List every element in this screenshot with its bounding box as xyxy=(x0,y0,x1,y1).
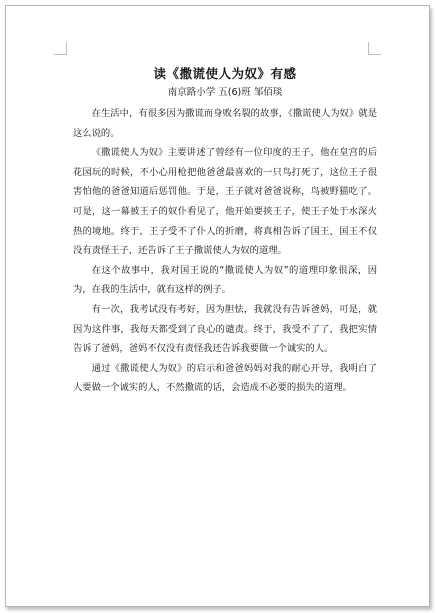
crop-mark-top-right xyxy=(368,42,381,55)
paragraph-5: 通过《撒谎使人为奴》的启示和爸爸妈妈对我的耐心开导，我明白了人要做一个诚实的人，不然撒谎的话，会造成不必要的损失的道理。 xyxy=(73,362,377,394)
paragraph-3: 在这个故事中，我对国王说的“撒谎使人为奴”的道理印象很深，因为，在我的生活中，就有这样的例子。 xyxy=(73,264,377,296)
document-title: 读《撒谎使人为奴》有感 xyxy=(153,66,297,81)
crop-mark-top-left xyxy=(54,42,67,55)
document-body xyxy=(73,64,377,398)
paragraph-1: 在生活中，有很多因为撒谎而身败名裂的故事，《撒谎使人为奴》就是这么说的。 xyxy=(73,108,377,139)
document-page xyxy=(5,5,430,607)
author-byline: 南京路小学 五(6)班 邹佰琰 xyxy=(167,87,283,98)
paragraph-2: 《撒谎使人为奴》主要讲述了曾经有一位印度的王子，他在皇宫的后花园玩的时候，不小心用枪把他爸爸最喜欢的一只鸟打死了，这位王子很害怕他的爸爸知道后惩罚他。于是，王子就对爸爸说称，鸟被野猫吃了。可是，这一幕被王子的奴仆看见了，他开始要挟王子，使王子处于水深火热的境地。终于，王子受不了仆人的折磨，将真相告诉了国王，国王不仅没有责怪王子，还告诉了王子撒谎使人为奴的道理。 xyxy=(73,147,377,257)
paragraph-4: 有一次，我考试没有考好，因为胆怯，我就没有告诉爸妈，可是，就因为这件事，我每天都受到了良心的谴责。终于，我受不了了，我把实情告诉了爸妈，爸妈不仅没有责怪我还告诉我要做一个诚实的人。 xyxy=(73,303,377,355)
